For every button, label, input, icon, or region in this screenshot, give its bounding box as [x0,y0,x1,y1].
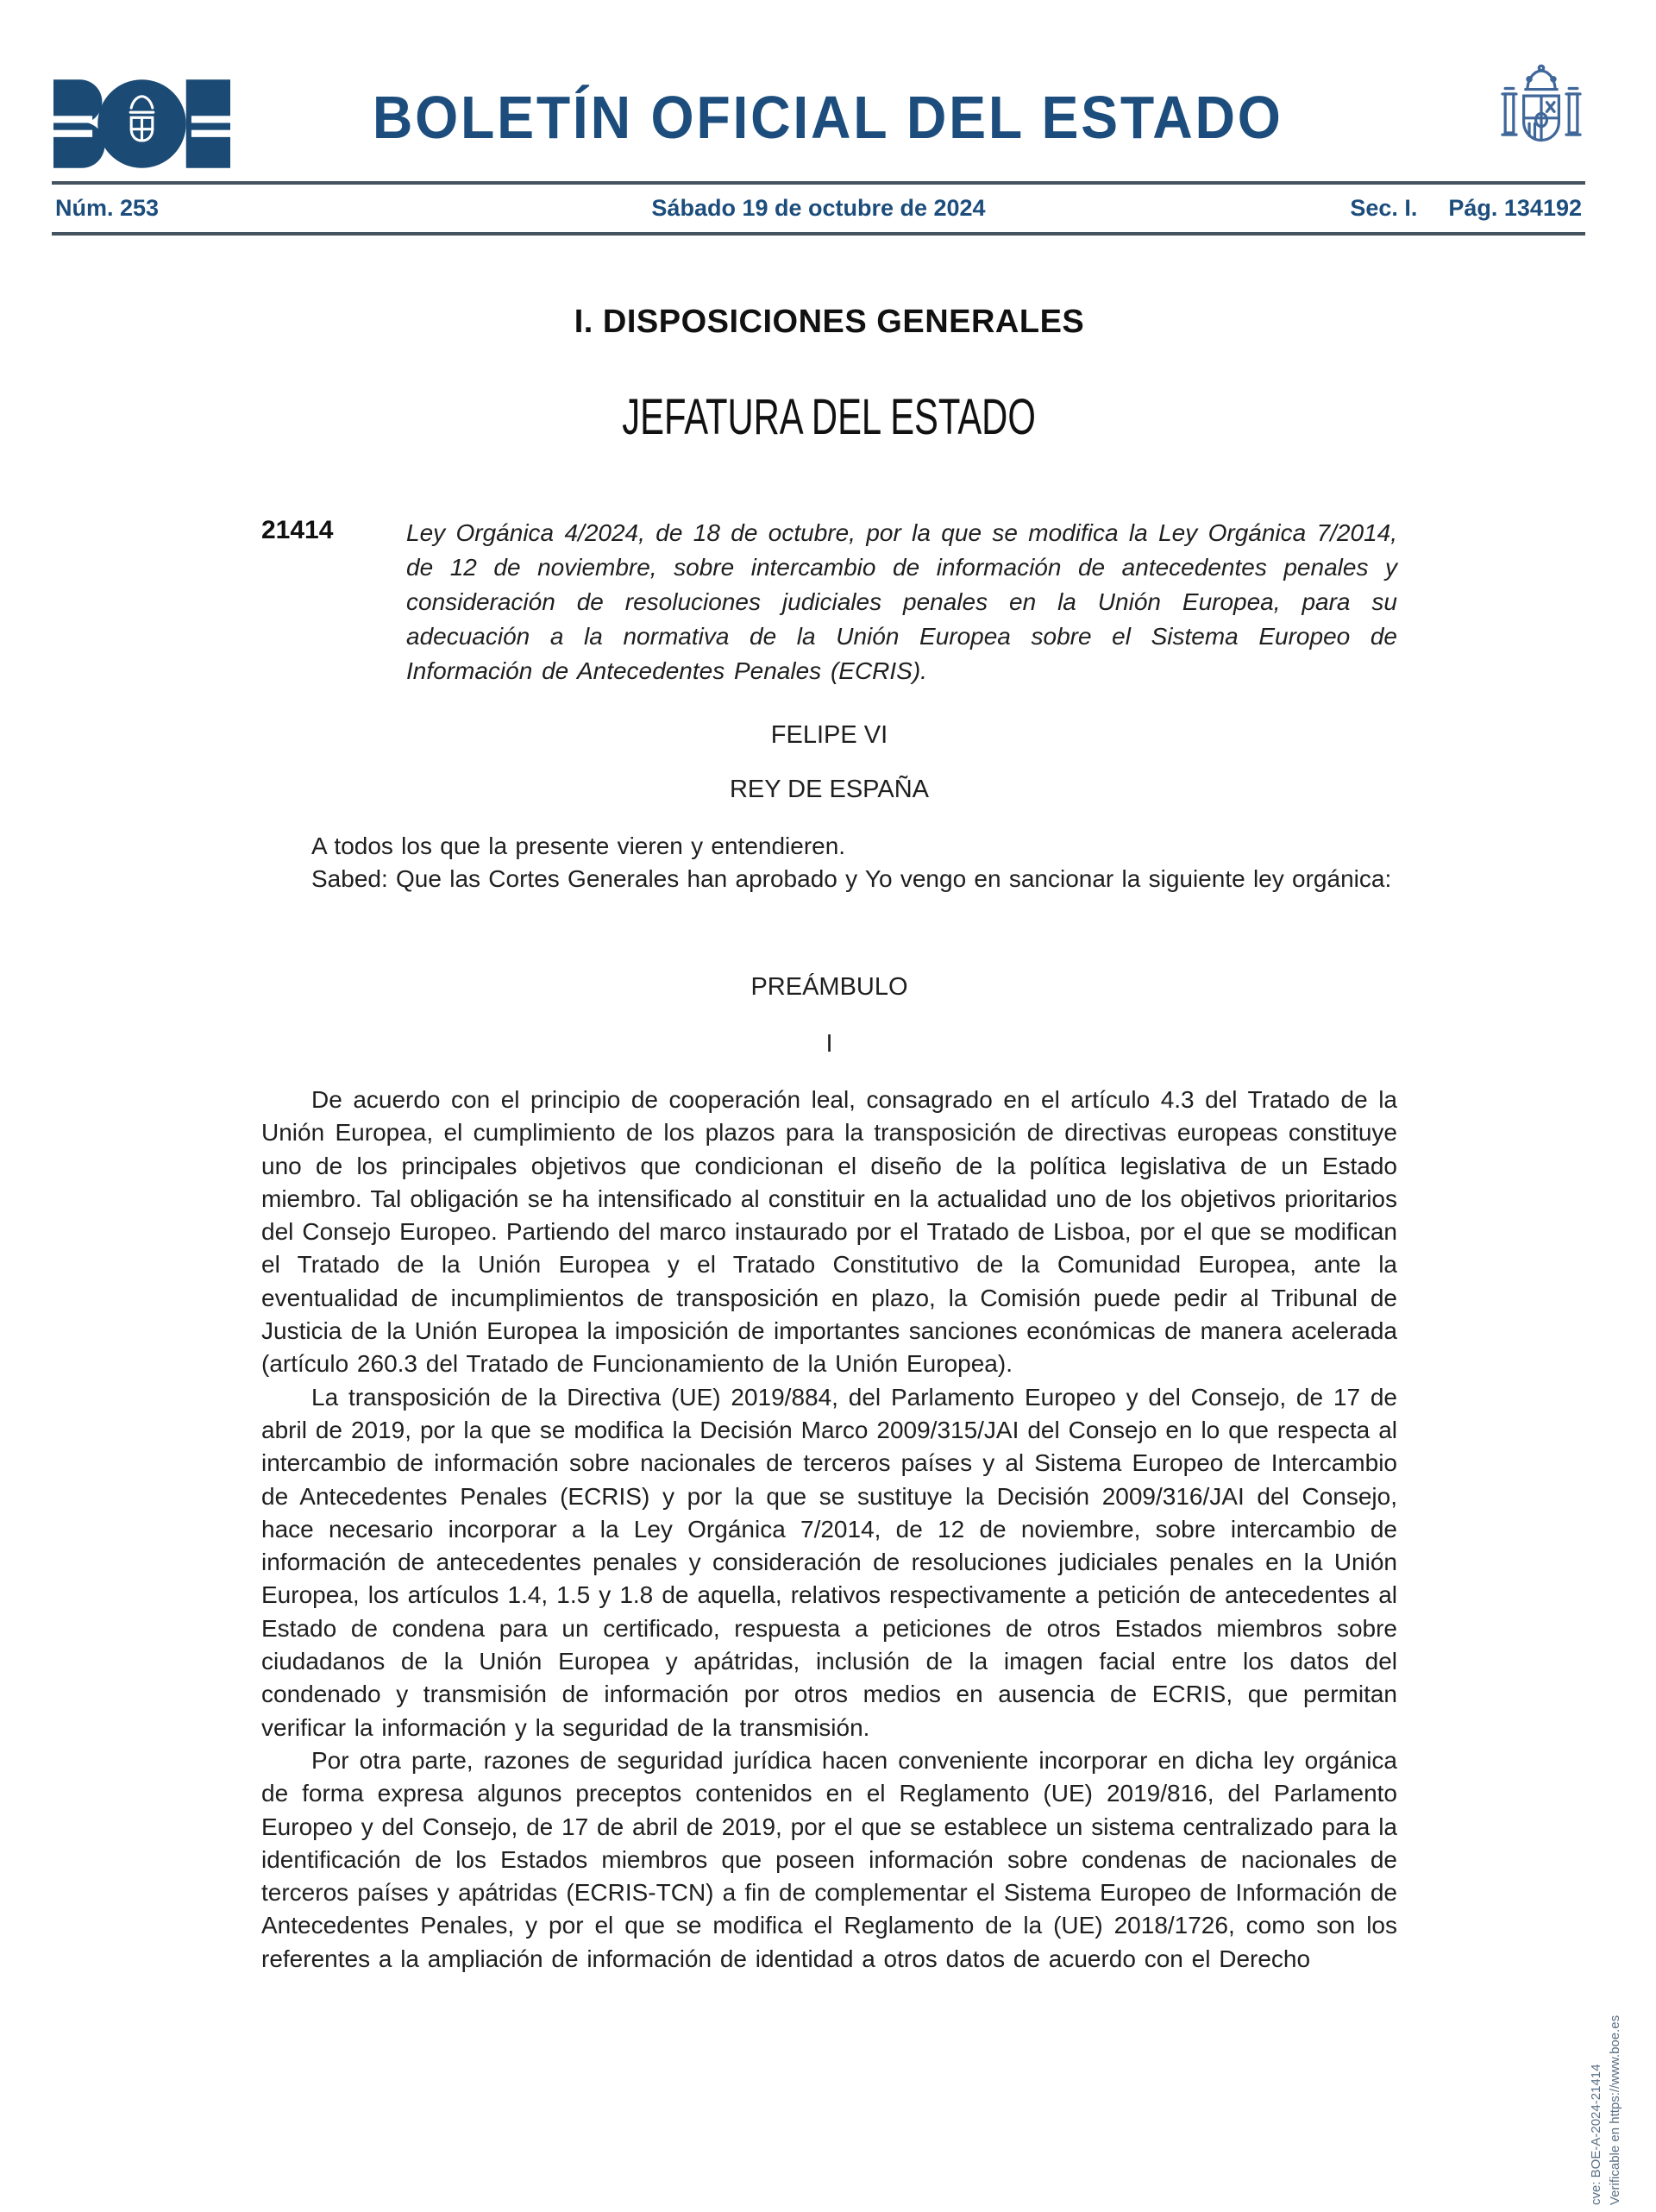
cve-sidebar [1587,1808,1627,2205]
issue-number: Núm. 253 [55,195,160,221]
sanction-line: Sabed: Que las Cortes Generales han aprobado y Yo vengo en sancionar la siguiente ley orgánica: [311,865,1392,892]
king-title: REY DE ESPAÑA [729,776,929,803]
preamble-body [261,1084,1397,1976]
preamble-paragraph: Por otra parte, razones de seguridad jurídica hacen conveniente incorporar en dicha ley orgánica de forma expresa algunos preceptos contenidos en el Reglamento (UE) 2019/816, del Parlamento Europeo y del Consejo, de 17 de abril de 2019, por el que se establece un sistema centralizado para la identificación de los Estados miembros que poseen información sobre condenas de nacionales de terceros países y apátridas (ECRIS-TCN) a fin de complementar el Sistema Europeo de Información de Antecedentes Penales, y por el que se modifica el Reglamento de la (UE) 2018/1726, como son los referentes a la ampliación de información de identidad a otros datos de acuerdo con el Derecho [261,1746,1397,1972]
issuer-heading: JEFATURA DEL ESTADO [622,389,1037,445]
page-label: Pág. 134192 [1448,195,1582,221]
preamble-heading: PREÁMBULO [750,973,908,1001]
spain-coat-of-arms-icon [1490,59,1592,173]
king-name: FELIPE VI [770,721,888,749]
salutation-line: A todos los que la presente vieren y entendieren. [311,833,846,859]
verifiable-url: Verificable en https://www.boe.es [1608,2014,1622,2205]
royal-salutation [261,830,1397,895]
disposition-summary: Ley Orgánica 4/2024, de 18 de octubre, por la que se modifica la Ley Orgánica 7/2014, de 12 de noviembre, sobre intercambio de información de antecedentes penales y consideración de resoluciones judiciales penales en la Unión Europea, para su adecuación a la normativa de la Unión Europea sobre el Sistema Europeo de Información de Antecedentes Penales (ECRIS). [406,519,1397,684]
disposition-item [261,516,1397,688]
masthead-title: BOLETÍN OFICIAL DEL ESTADO [373,84,1283,151]
preamble-paragraph: La transposición de la Directiva (UE) 2019/884, del Parlamento Europeo y del Consejo, de 17 de abril de 2019, por la que se modifica la Decisión Marco 2009/315/JAI del Consejo en lo que respecta al intercambio de información sobre nacionales de terceros países y al Sistema Europeo de Intercambio de Antecedentes Penales (ECRIS) y por la que se sustituye la Decisión 2009/316/JAI del Consejo, hace necesario incorporar a la Ley Orgánica 7/2014, de 12 de noviembre, sobre intercambio de información de antecedentes penales y consideración de resoluciones judiciales penales en la Unión Europea, los artículos 1.4, 1.5 y 1.8 de aquella, relativos respectivamente a petición de antecedentes al Estado de condena para un certificado, respuesta a peticiones de otros Estados miembros sobre ciudadanos de la Unión Europea y apátridas, inclusión de la imagen facial entre los datos del condenado y transmisión de información por otros medios en ausencia de ECRIS, que permitan verificar la información y la seguridad de la transmisión. [261,1383,1397,1741]
preamble-part-number: I [825,1030,833,1058]
issue-date: Sábado 19 de octubre de 2024 [651,195,986,221]
cve-code: cve: BOE-A-2024-21414 [1589,2064,1603,2205]
preamble-paragraph: De acuerdo con el principio de cooperación leal, consagrado en el artículo 4.3 del Tratado de la Unión Europea, el cumplimiento de los plazos para la transposición de directivas europeas constituye uno de los principales objetivos que condicionan el diseño de la política legislativa de un Estado miembro. Tal obligación se ha intensificado al constituir en la actualidad uno de los objetivos prioritarios del Consejo Europeo. Partiendo del marco instaurado por el Tratado de Lisboa, por el que se modifican el Tratado de la Unión Europea y el Tratado Constitutivo de la Comunidad Europea, ante la eventualidad de incumplimientos de transposición en plazo, la Comisión puede pedir al Tribunal de Justicia de la Unión Europea la imposición de importantes sanciones económicas de manera acelerada (artículo 260.3 del Tratado de Funcionamiento de la Unión Europea). [261,1086,1397,1378]
section-label: Sec. I. [1350,195,1418,221]
section-heading: I. DISPOSICIONES GENERALES [574,304,1085,340]
disposition-number: 21414 [261,516,334,544]
meta-bar [52,181,1585,236]
